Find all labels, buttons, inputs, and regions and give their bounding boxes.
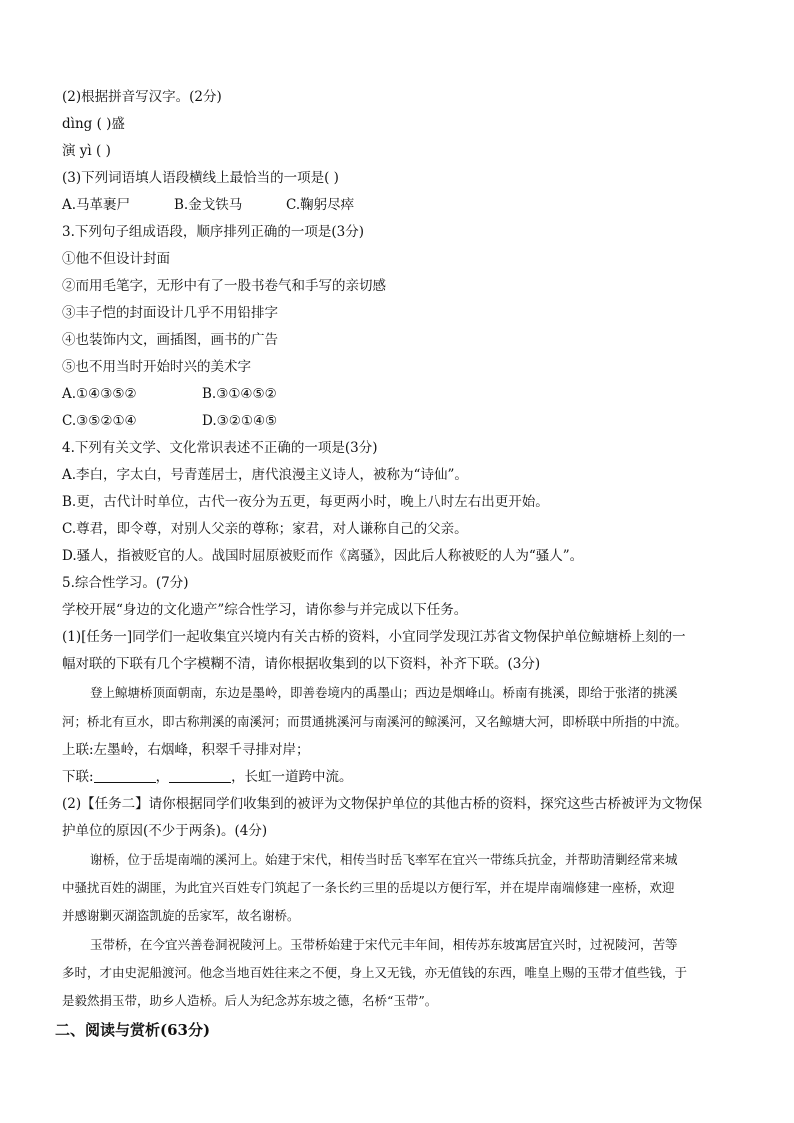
section-2-heading: 二、阅读与赏析(63分) [55,1021,211,1039]
answer-blank-2[interactable] [169,768,231,783]
material-3-line-3: 是毅然捐玉带，助乡人造桥。后人为纪念苏东坡之德，名桥“玉带”。 [62,993,438,1008]
task-2-line-1: (2)【任务二】请你根据同学们收集到的被评为文物保护单位的其他古桥的资料，探究这些古桥被评为文物保 [62,796,703,812]
couplet-upper: 上联:左墨岭，右烟峰，积翠千寻排对岸； [62,742,310,758]
task-1-line-2: 幅对联的下联有几个字模糊不清，请你根据收集到的以下资料，补齐下联。(3分) [62,656,541,672]
question-5: 5.综合性学习。(7分) [62,575,189,591]
material-2-line-1: 谢桥，位于岳堤南端的溪河上。始建于宋代，相传当时岳飞率军在宜兴一带练兵抗金，并帮助清剿经常来城 [90,852,678,867]
q4-option-d: D.骚人，指被贬官的人。战国时屈原被贬而作《离骚》，因此后人称被贬的人为“骚人”。 [62,548,584,564]
material-2-line-2: 中骚扰百姓的湖匪，为此宜兴百姓专门筑起了一条长约三里的岳堤以方便行军，并在堤岸南端修建一座桥，欢迎 [62,880,675,895]
option-a: A.马革裹尸 [62,197,131,213]
option-b: B.③①④⑤② [202,386,277,402]
q4-option-b: B.更，古代计时单位，古代一夜分为五更，每更两小时，晚上八时左右出更开始。 [62,494,549,510]
q4-option-a: A.李白，字太白，号青莲居士，唐代浪漫主义诗人，被称为“诗仙”。 [62,467,468,483]
couplet-lower-label: 下联: [62,769,94,785]
sentence-1: ①他不但设计封面 [62,251,170,267]
answer-blank-1[interactable] [94,768,156,783]
couplet-lower-end: ，长虹一道跨中流。 [231,769,353,785]
couplet-lower [62,767,353,787]
material-3-line-2: 多时，才由史泥船渡河。他念当地百姓往来之不便，身上又无钱，亦无值钱的东西，唯皇上赐的玉带才值些钱，于 [62,965,688,980]
material-1-line-1: 登上鲸塘桥顶面朝南，东边是墨岭，即善卷境内的禹墨山；西边是烟峰山。桥南有挑溪，即给于张渚的挑溪 [90,685,678,700]
sentence-4: ④也装饰内文，画插图，画书的广告 [62,332,278,348]
question-2-3: (3)下列词语填人语段横线上最恰当的一项是( ) [62,170,339,186]
sentence-5: ⑤也不用当时开始时兴的美术字 [62,359,251,375]
options-q3-cd [62,411,277,431]
q4-option-c: C.尊君，即令尊，对别人父亲的尊称；家君，对人谦称自己的父亲。 [62,521,468,537]
option-c: C.鞠躬尽瘁 [286,197,355,213]
sentence-2: ②而用毛笔字，无形中有了一股书卷气和手写的亲切感 [62,278,386,294]
option-a: A.①④③⑤② [62,386,137,402]
pinyin-yi: 演 yì ( ) [62,143,111,159]
material-3-line-1: 玉带桥，在今宜兴善卷洞祝陵河上。玉带桥始建于宋代元丰年间，相传苏东坡寓居宜兴时，过祝陵河，苦等 [90,937,678,952]
question-2-2: (2)根据拼音写汉字。(2分) [62,89,222,105]
task-2-line-2: 护单位的原因(不少于两条)。(4分) [62,823,268,839]
option-d: D.③②①④⑤ [202,413,278,429]
question-3: 3.下列句子组成语段，顺序排列正确的一项是(3分) [62,224,365,240]
couplet-separator: ， [155,769,170,785]
question-4: 4.下列有关文学、文化常识表述不正确的一项是(3分) [62,440,378,456]
pinyin-ding: dìng ( )盛 [62,116,125,132]
option-c: C.③⑤②①④ [62,413,137,429]
material-2-line-3: 并感谢剿灭湖盗凯旋的岳家军，故名谢桥。 [62,908,300,923]
sentence-3: ③丰子恺的封面设计几乎不用铅排字 [62,305,278,321]
material-1-line-2: 河；桥北有亘水，即古称荆溪的南溪河；而贯通挑溪河与南溪河的鲸溪河，又名鲸塘大河，即桥联中所指的中流。 [62,714,688,729]
q5-intro: 学校开展“身边的文化遗产”综合性学习，请你参与并完成以下任务。 [62,602,468,618]
options-q2-3 [62,195,354,215]
options-q3-ab [62,384,277,404]
option-b: B.金戈铁马 [174,197,243,213]
task-1-line-1: (1)[任务一]同学们一起收集宜兴境内有关古桥的资料，小宜同学发现江苏省文物保护单位鲸塘桥上刻的一 [62,629,686,645]
